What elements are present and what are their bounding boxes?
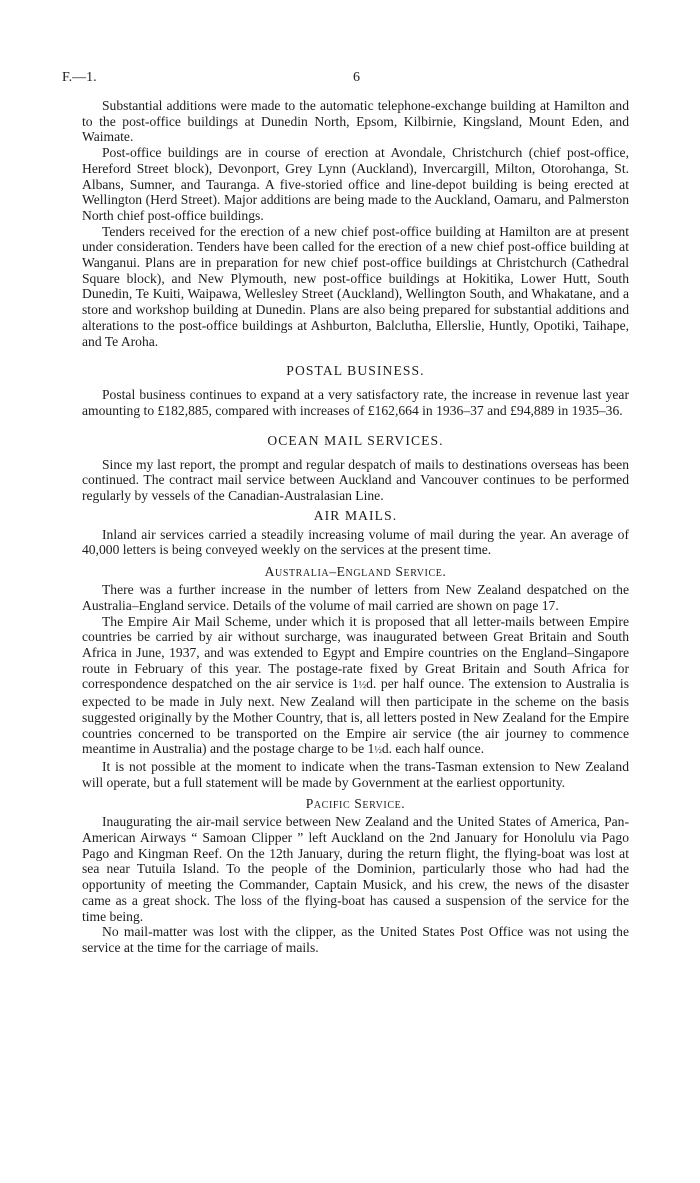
- paragraph-trans-tasman-extension: It is not possible at the moment to indicate when the trans-Tasman extension to New Zealand will operate, but a full statement will be made by Government at the earliest opportunity.: [82, 758, 629, 790]
- heading-pacific-service: Pacific Service.: [305, 796, 406, 812]
- paragraph-building-additions: Substantial additions were made to the automatic telephone-exchange building at Hamilton and to the post-office buildings at Dunedin North, Epsom, Kilbirnie, Kingsland, Mount Eden, and Waimate.: [82, 98, 629, 145]
- page-header: [62, 70, 638, 88]
- paragraph-ocean-mail-services: Since my last report, the prompt and regular despatch of mails to destinations overseas has been continued. The contract mail service between Auckland and Vancouver continues to be performed regularly by vessels of the Canadian-Australasian Line.: [82, 456, 629, 504]
- page-number: 6: [353, 70, 360, 85]
- paragraph-samoan-clipper: Inaugurating the air-mail service between New Zealand and the United States of America, Pan-American Airways “ Samoan Clipper ” left Auckland on the 2nd January for Honolulu via Pago Pago and Kingman Reef. On the 12th January, during the return flight, the flying-boat was lost at sea near Tutuila Island. To the people of the Dominion, particularly those who had had the opportunity of meeting the Commander, Captain Musick, and his crew, the news of the disaster came as a great shock. The loss of the flying-boat has caused a suspension of the service for the time being.: [82, 814, 629, 924]
- document-body: [82, 98, 629, 956]
- heading-ocean-mail-services: OCEAN MAIL SERVICES.: [267, 432, 444, 448]
- paragraph-australia-england-increase: There was a further increase in the number of letters from New Zealand despatched on the Australia–England service. Details of the volume of mail carried are shown on page 17.: [82, 582, 629, 613]
- empire-scheme-text-part-1: The Empire Air Mail Scheme, under which it is proposed that all letter-mails between Empire countries be carried by air without surcharge, was inaugurated between Great Britain and South Africa in June, 1937, and was extended to Egypt and Empire countries on the England–Singapore route in February of this year. The postage-rate fixed by Great Britain and South Africa for correspondence despatched on the air service is 1: [82, 613, 629, 692]
- paragraph-no-mail-lost: No mail-matter was lost with the clipper, as the United States Post Office was not using the service at the time for the carriage of mails.: [82, 924, 629, 955]
- heading-australia-england-service: Australia–England Service.: [264, 564, 447, 580]
- paragraph-buildings-in-erection: Post-office buildings are in course of erection at Avondale, Christchurch (chief post-office, Hereford Street block), Devonport, Grey Lynn (Auckland), Invercargill, Milton, Otorohanga, St. Albans, Sumner, and Tauranga. A five-storied office and line-depot building is being erected at Wellington (Herd Street). Major additions are being made to the Auckland, Oamaru, and Palmerston North chief post-office buildings.: [82, 145, 629, 223]
- heading-air-mails: AIR MAILS.: [313, 507, 398, 523]
- heading-postal-business: POSTAL BUSINESS.: [286, 363, 425, 379]
- paragraph-empire-air-mail-scheme: [82, 614, 629, 759]
- empire-scheme-text-part-3: d. each half ounce.: [381, 741, 485, 757]
- paragraph-postal-business: Postal business continues to expand at a very satisfactory rate, the increase in revenue last year amounting to £182,885, compared with increases of £162,664 in 1936–37 and £94,889 in 1935–36.: [82, 387, 629, 418]
- empire-scheme-text-part-2: d. per half ounce. The extension to Australia is expected to be made in July next. New Zealand will then participate in the scheme on the basis suggested originally by the Mother Country, that is, all letters posted in New Zealand for the Empire countries concerned to be transported on the Empire air service (the air journey to commence meantime in Australia) and the postage charge to be 1: [82, 676, 629, 757]
- paragraph-inland-air-services: Inland air services carried a steadily increasing volume of mail during the year. An average of 40,000 letters is being conveyed weekly on the services at the present time.: [82, 526, 629, 558]
- fraction-half: ½: [374, 745, 382, 757]
- parliamentary-paper-reference: F.—1.: [62, 70, 97, 85]
- paragraph-tenders-and-plans: Tenders received for the erection of a new chief post-office building at Hamilton are at present under consideration. Tenders have been called for the erection of a new chief post-office building at Wanganui. Plans are in preparation for new chief post-office buildings at Christchurch (Cathedral Square block), and New Plymouth, new post-office buildings at Hokitika, Lower Hutt, South Dunedin, Te Kuiti, Waipawa, Wellesley Street (Auckland), Wellington South, and Whakatane, and a store and workshop building at Dunedin. Plans are also being prepared for substantial additions and alterations to the post-office buildings at Ashburton, Balclutha, Ellerslie, Huntly, Opotiki, Taihape, and Te Aroha.: [82, 223, 629, 349]
- fraction-half: ½: [358, 680, 367, 692]
